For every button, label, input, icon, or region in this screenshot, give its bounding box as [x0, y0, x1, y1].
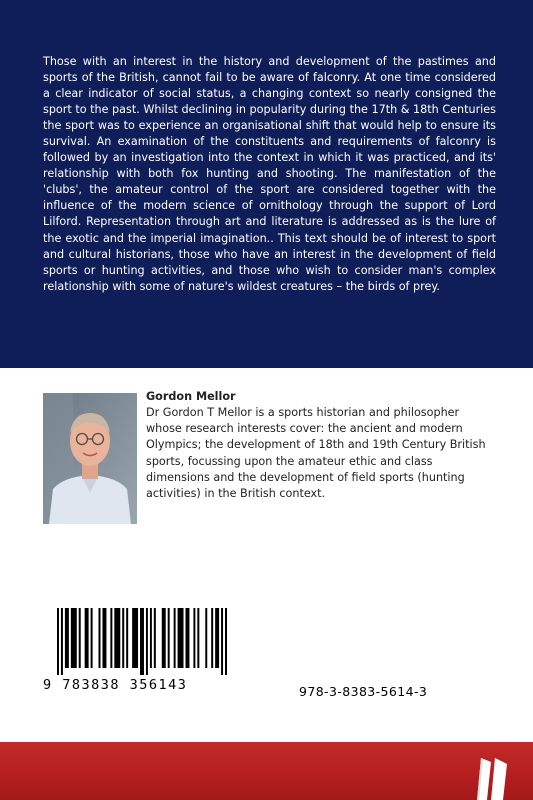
- barcode-bar: [185, 608, 189, 668]
- barcode-bar: [57, 608, 59, 675]
- barcode-bar: [102, 608, 106, 668]
- bottom-band: [0, 742, 533, 800]
- barcode-bar: [91, 608, 93, 668]
- barcode-bar: [114, 608, 120, 668]
- barcode-bar: [85, 608, 89, 668]
- barcode-bar: [221, 608, 223, 675]
- barcode-bar: [65, 608, 69, 668]
- barcode-bar: [178, 608, 184, 668]
- barcode-bar: [150, 608, 152, 668]
- barcode-bar: [99, 608, 101, 668]
- barcode-bar: [71, 608, 77, 668]
- author-bio: Dr Gordon T Mellor is a sports historian and philosopher whose research interests cover: the ancient and modern Olympics; the development of 18th and 19th Century British sports, focussing upon the amateur ethic and class dimensions and the development of field sports (hunting activities) in the British context.: [146, 406, 486, 501]
- isbn-number: 978-3-8383-5614-3: [299, 684, 428, 699]
- barcode-bar: [79, 608, 81, 668]
- barcode-bar: [132, 608, 138, 668]
- barcode-bar: [140, 608, 144, 675]
- barcode-bar: [205, 608, 207, 668]
- author-photo: [43, 393, 137, 524]
- author-name: Gordon Mellor: [146, 390, 236, 403]
- barcode-bar: [162, 608, 166, 668]
- barcode-bar: [154, 608, 156, 668]
- barcode-bar: [126, 608, 128, 668]
- book-blurb: Those with an interest in the history and development of the pastimes and sports of the British, cannot fail to be aware of falconry. At one time considered a clear indicator of social status, a changing context so nearly consigned the sport to the past. Whilst declining in popularity during the 17th & 18th Centuries the sport was to experience an organisational shift that would help to ensure its survival. An examination of the constituents and requirements of falconry is followed by an investigation into the context in which it was practiced, and its' relationship with both fox hunting and shooting. The manifestation of the 'clubs', the amateur control of the sport are considered together with the influence of the modern science of ornithology through the support of Lord Lilford. Representation through art and literature is addressed as is the lure of the exotic and the imperial imagination.. This text should be of interest to sport and cultural historians, those who have an interest in the development of field sports or hunting activities, and those who wish to consider man's complex relationship with some of nature's wildest creatures – the birds of prey.: [43, 55, 496, 293]
- publisher-logo: [463, 752, 519, 800]
- barcode-bar: [225, 608, 227, 675]
- barcode: [43, 608, 233, 692]
- barcode-bar: [168, 608, 170, 668]
- barcode-bar: [174, 608, 176, 668]
- barcode-bar: [122, 608, 124, 668]
- barcode-bar: [61, 608, 63, 675]
- ean-barcode: [57, 608, 227, 675]
- barcode-bar: [211, 608, 213, 668]
- barcode-digits: 9 783838 356143: [43, 677, 188, 693]
- barcode-bar: [197, 608, 199, 668]
- barcode-bar: [146, 608, 148, 675]
- barcode-bar: [215, 608, 219, 668]
- blurb-panel: [0, 0, 533, 368]
- barcode-bar: [110, 608, 112, 668]
- barcode-bar: [193, 608, 195, 668]
